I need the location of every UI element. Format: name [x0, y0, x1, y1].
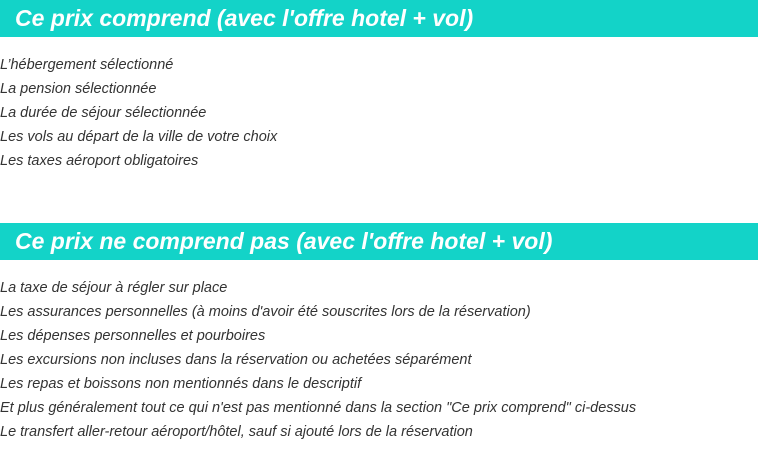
list-item: L’hébergement sélectionné [0, 57, 174, 73]
list-item: Les excursions non incluses dans la réservation ou achetées séparément [0, 352, 472, 368]
list-item: Le transfert aller-retour aéroport/hôtel, sauf si ajouté lors de la réservation [0, 424, 473, 440]
list-item: Les dépenses personnelles et pourboires [0, 328, 266, 344]
list-item: Les assurances personnelles (à moins d'avoir été souscrites lors de la réservation) [0, 304, 531, 320]
list-item: Et plus généralement tout ce qui n'est pas mentionné dans la section "Ce prix comprend" ci-dessus [0, 400, 637, 416]
excludes-list [0, 276, 636, 444]
list-item: La pension sélectionnée [0, 81, 157, 97]
includes-section-title: Ce prix comprend (avec l'offre hotel + vol) [0, 0, 758, 37]
list-item: Les vols au départ de la ville de votre choix [0, 129, 278, 145]
list-item: La taxe de séjour à régler sur place [0, 280, 228, 296]
includes-list [0, 53, 277, 173]
excludes-section-title: Ce prix ne comprend pas (avec l'offre hotel + vol) [0, 223, 758, 260]
list-item: Les repas et boissons non mentionnés dans le descriptif [0, 376, 362, 392]
list-item: La durée de séjour sélectionnée [0, 105, 207, 121]
list-item: Les taxes aéroport obligatoires [0, 153, 199, 169]
